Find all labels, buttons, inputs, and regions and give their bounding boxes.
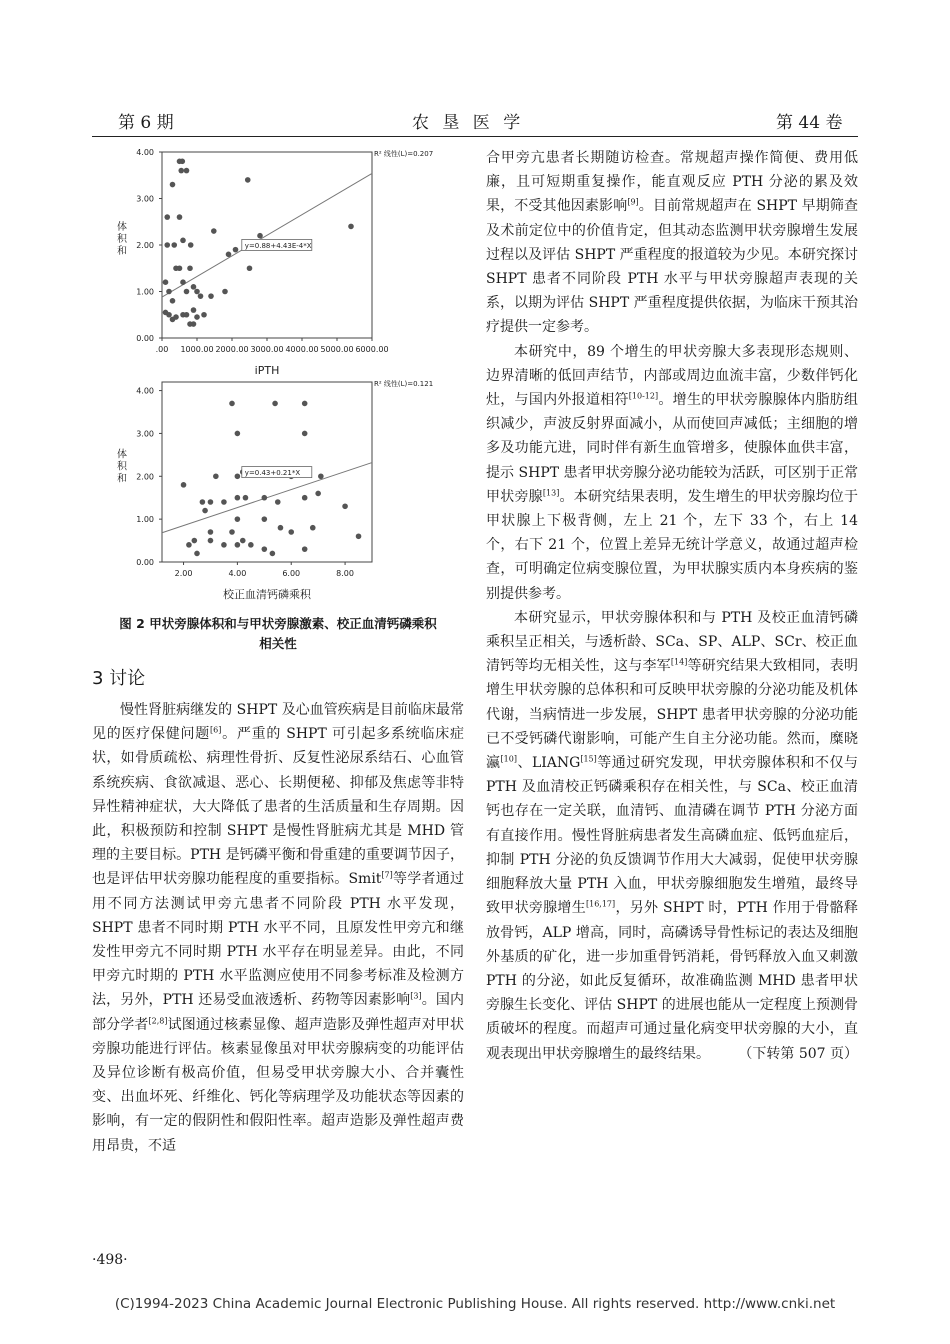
data-point — [235, 516, 241, 522]
data-point — [226, 252, 232, 258]
data-point — [235, 495, 241, 501]
data-point — [240, 538, 246, 544]
data-point — [288, 529, 294, 535]
data-point — [235, 473, 241, 479]
citation: [10-12] — [628, 391, 659, 401]
data-point — [180, 279, 186, 285]
x-tick-label: 6000.00 — [355, 345, 389, 354]
r-squared-label: R² 线性(L)=0.121 — [374, 380, 434, 388]
x-tick-label: 1000.00 — [180, 345, 214, 354]
data-point — [356, 533, 362, 539]
paragraph-text: 本研究中，89 个增生的甲状旁腺大多表现形态规则、边界清晰的低回声结节，内部或周边血流丰富，少数伴钙化灶，与国内外报道相符 — [486, 343, 858, 409]
right-paragraph — [486, 606, 858, 1066]
issue-label: 第 6 期 — [118, 113, 174, 133]
data-point — [194, 314, 200, 320]
paragraph-text: 合甲旁亢患者长期随访检查。常规超声操作简便、费用低廉，且可短期重复操作，能直观反应 PTH 分泌的累及效果，不受其他因素影响 — [486, 150, 858, 215]
journal-title: 农 垦 医 学 — [412, 113, 525, 133]
x-tick-label: 3000.00 — [250, 345, 284, 354]
x-tick-label: 6.00 — [282, 569, 301, 578]
y-tick-label: 4.00 — [136, 386, 154, 396]
left-column-text — [92, 698, 464, 1158]
citation: [10] — [500, 754, 517, 764]
data-point — [191, 321, 197, 327]
y-tick-label: 3.00 — [136, 429, 154, 439]
citation: [3] — [410, 991, 422, 1001]
data-point — [184, 289, 190, 295]
data-point — [208, 293, 214, 299]
data-point — [178, 168, 184, 174]
data-point — [171, 242, 177, 248]
data-point — [222, 289, 228, 295]
data-point — [235, 542, 241, 548]
data-point — [177, 265, 183, 271]
paragraph-text: 等通过研究发现，甲状旁腺体积和不仅与 PTH 及血清校正钙磷乘积存在相关性，与 SCa、校正血清钙也存在一定关联，血清钙、血清磷在调节 PTH 分泌方面有直接作用。慢性肾脏病患者发生高磷血症、低钙血症后，抑制 PTH 分泌的负反馈调节作用大大减弱，促使甲状旁腺细胞释放大量 PTH 入血，甲状旁腺细胞发生增殖，最终导致甲状旁腺增生 — [486, 755, 859, 917]
data-point — [166, 289, 172, 295]
scatter-chart-ipth — [112, 146, 472, 376]
data-point — [208, 538, 214, 544]
paragraph-text: 等研究结果大致相同，表明增生甲状旁腺的总体积和可反映甲状旁腺的分泌功能及机体代谢，当病情进一步发展，SHPT 患者甲状旁腺的分泌功能已不受钙磷代谢影响，可能产生自主分泌功能。然而，糜晓瀛 — [486, 658, 859, 772]
right-column-text — [486, 146, 858, 1066]
paragraph-text: 试图通过核素显像、超声造影及弹性超声对甲状旁腺功能进行评估。核素显像虽对甲状旁腺病变的功能评估及异位诊断有极高价值，但易受甲状旁腺大小、合并囊性变、出血坏死、纤维化、钙化等病理学及功能状态等因素的影响，有一定的假阴性和假阳性率。超声造影及弹性超声费用昂贵，不适 — [92, 1016, 465, 1154]
citation: [15] — [580, 754, 597, 764]
data-point — [194, 289, 200, 295]
header-rule — [92, 136, 858, 137]
data-point — [173, 314, 179, 320]
volume-label: 第 44 卷 — [776, 113, 843, 133]
y-tick-label: 1.00 — [136, 287, 154, 297]
citation: [14] — [670, 657, 688, 667]
page-number: ·498· — [92, 1252, 128, 1268]
data-point — [262, 495, 268, 501]
x-tick-label: 8.00 — [336, 569, 354, 578]
data-point — [233, 247, 239, 253]
data-point — [163, 279, 169, 285]
data-point — [247, 265, 253, 271]
paragraph-text: 本研究显示，甲状旁腺体积和与 PTH 及校正血清钙磷乘积呈正相关，与透析龄、SCa、SP、ALP、SCr、校正血清钙等均无相关性，这与李军 — [486, 609, 858, 675]
citation: [7] — [381, 870, 393, 880]
data-point — [342, 503, 348, 509]
data-point — [170, 182, 176, 188]
data-point — [302, 401, 308, 407]
data-point — [188, 242, 194, 248]
data-point — [187, 265, 193, 271]
data-point — [186, 542, 192, 548]
data-point — [177, 214, 183, 220]
x-tick-label: 4.00 — [228, 569, 247, 578]
y-tick-label: 4.00 — [136, 148, 154, 157]
paragraph-text: ，另外 SHPT 时，PTH 作用于骨骼释放骨钙，ALP 增高，同时，高磷诱导骨性标记的表达及细胞外基质的矿化，进一步加重骨钙消耗，骨钙释放入血又刺激 PTH 的分泌，如此反复循环，故准确监测 MHD 患者甲状旁腺生长变化、评估 SHPT 的进展也能从一定程度上预测骨质破坏的程度。而超声可通过量化病变甲状旁腺的大小，直观表现出甲状旁腺增生的最终结果。 — [486, 900, 859, 1062]
y-tick-label: 3.00 — [136, 194, 154, 204]
continued-note: （下转第 507 页） — [738, 1045, 858, 1062]
data-point — [194, 551, 200, 557]
data-point — [272, 401, 278, 407]
paragraph-text: 等学者通过用不同方法测试甲旁亢患者不同阶段 PTH 水平发现，SHPT 患者不同时期 PTH 水平不同，且原发性甲旁亢和继发性甲旁亢不同时期 PTH 水平存在明显差异。由此，不同甲旁亢时期的 PTH 水平监测应使用不同参考标准及检测方法，另外，PTH 还易受血液透析、药物等因素影响 — [92, 871, 465, 1009]
data-point — [213, 473, 219, 479]
y-axis-label: 积 — [117, 234, 127, 246]
data-point — [191, 284, 197, 290]
data-point — [248, 542, 254, 548]
y-axis-label: 和 — [117, 473, 127, 485]
y-axis-label: 和 — [117, 246, 127, 258]
data-point — [198, 293, 204, 299]
figure-caption-line2: 相关性 — [259, 636, 297, 651]
data-point — [262, 546, 268, 552]
y-tick-label: 1.00 — [136, 515, 154, 525]
y-tick-label: 2.00 — [136, 241, 154, 250]
citation: [16,17] — [586, 899, 616, 909]
right-paragraph — [486, 146, 858, 340]
paragraph-text: 。严重的 SHPT 可引起多系统临床症状，如骨质疏松、病理性骨折、反复性泌尿系结石、心血管系统疾病、食欲减退、恶心、长期便秘、抑郁及焦虑等非特异性精神症状，大大降低了患者的生活质量和生存周期。因此，积极预防和控制 SHPT 是慢性肾脏病尤其是 MHD 管理的主要目标。PTH 是钙磷平衡和骨重建的重要调节因子，也是评估甲状旁腺功能程度的重要指标。Smit — [92, 726, 464, 888]
x-tick-label: .00 — [155, 345, 169, 354]
paragraph-text: 。增生的甲状旁腺腺体内脂肪组织减少，声波反射界面减小，从而使回声减低；主细胞的增多及功能亢进，同时伴有新生血管增多，使腺体血供丰富，提示 SHPT 患者甲状旁腺分泌功能较为活跃，可区别于正常甲状旁腺 — [486, 392, 859, 505]
fit-equation: y=0.43+0.21*X — [244, 469, 301, 478]
data-point — [208, 499, 214, 505]
data-point — [302, 546, 308, 552]
paragraph-text: 慢性肾脏病继发的 SHPT 及心血管疾病是目前临床最常见的医疗保健问题 — [92, 702, 464, 743]
citation: [13] — [542, 488, 560, 498]
paragraph-text: 。国内部分学者 — [92, 992, 464, 1033]
section-heading: 3 讨论 — [92, 668, 146, 689]
copyright-footer: (C)1994-2023 China Academic Journal Electronic Publishing House. All rights reserved. http://www.cnki.net — [114, 1296, 836, 1312]
data-point — [164, 214, 170, 220]
data-point — [243, 495, 249, 501]
data-point — [270, 551, 276, 557]
data-point — [201, 312, 207, 318]
scatter-chart-capproduct — [112, 376, 472, 604]
y-axis-label: 体 — [117, 449, 127, 461]
y-axis-label: 体 — [117, 222, 127, 234]
data-point — [302, 431, 308, 437]
y-axis-label: 积 — [117, 461, 127, 473]
data-point — [192, 538, 198, 544]
x-axis-label: 校正血清钙磷乘积 — [223, 588, 311, 601]
y-tick-label: 2.00 — [136, 472, 154, 482]
paragraph-text: 、LIANG — [516, 755, 581, 772]
y-tick-label: 0.00 — [136, 334, 154, 343]
left-paragraph — [92, 698, 464, 1158]
x-tick-label: 4000.00 — [285, 345, 319, 354]
data-point — [184, 168, 190, 174]
data-point — [180, 238, 186, 244]
data-point — [184, 312, 190, 318]
data-point — [202, 508, 208, 514]
data-point — [180, 159, 186, 165]
data-point — [164, 242, 170, 248]
x-tick-label: 2000.00 — [215, 345, 249, 354]
data-point — [221, 542, 227, 548]
data-point — [310, 525, 316, 531]
citation: [2,8] — [148, 1015, 168, 1025]
x-axis-label: iPTH — [254, 364, 280, 376]
paragraph-text: 。本研究结果表明，发生增生的甲状旁腺均位于甲状腺上下极背侧，左上 21 个，左下 33 个，右上 14 个，右下 21 个，位置上差异无统计学意义，故通过超声检查，可明确定位病变腺位置，为甲状腺实质内本身疾病的鉴别提供参考。 — [486, 488, 859, 602]
data-point — [208, 529, 214, 535]
data-point — [170, 298, 176, 304]
right-paragraph — [486, 340, 858, 606]
figure-caption — [92, 614, 464, 654]
data-point — [315, 491, 321, 497]
data-point — [229, 529, 235, 535]
data-point — [278, 525, 284, 531]
y-tick-label: 0.00 — [136, 558, 154, 567]
figure-caption-line1: 图 2 甲状旁腺体积和与甲状旁腺激素、校正血清钙磷乘积 — [119, 616, 437, 631]
data-point — [200, 499, 206, 505]
r-squared-label: R² 线性(L)=0.207 — [374, 150, 434, 158]
fit-equation: y=0.88+4.43E-4*X — [244, 241, 312, 250]
data-point — [318, 473, 324, 479]
paragraph-text: 。目前常规超声在 SHPT 早期筛查及术前定位中的价值肯定，但其动态监测甲状旁腺增生发展过程以及评估 SHPT 严重程度的报道较为少见。本研究探讨 SHPT 患者不同阶段 PTH 水平与甲状旁腺超声表现的关系，以期为评估 SHPT 严重程度提供依据，为临床干预其治疗提供一定参考。 — [486, 198, 858, 336]
citation: [9] — [627, 197, 639, 207]
data-point — [302, 495, 308, 501]
data-point — [348, 224, 354, 230]
data-point — [163, 310, 169, 316]
data-point — [181, 482, 187, 488]
citation: [6] — [209, 725, 222, 735]
data-point — [191, 307, 197, 313]
data-point — [211, 228, 217, 234]
data-point — [245, 177, 251, 183]
x-tick-label: 2.00 — [174, 569, 193, 578]
data-point — [257, 233, 263, 239]
data-point — [229, 401, 235, 407]
x-tick-label: 5000.00 — [320, 345, 354, 354]
data-point — [275, 499, 281, 505]
data-point — [262, 516, 268, 522]
data-point — [221, 499, 227, 505]
data-point — [235, 431, 241, 437]
